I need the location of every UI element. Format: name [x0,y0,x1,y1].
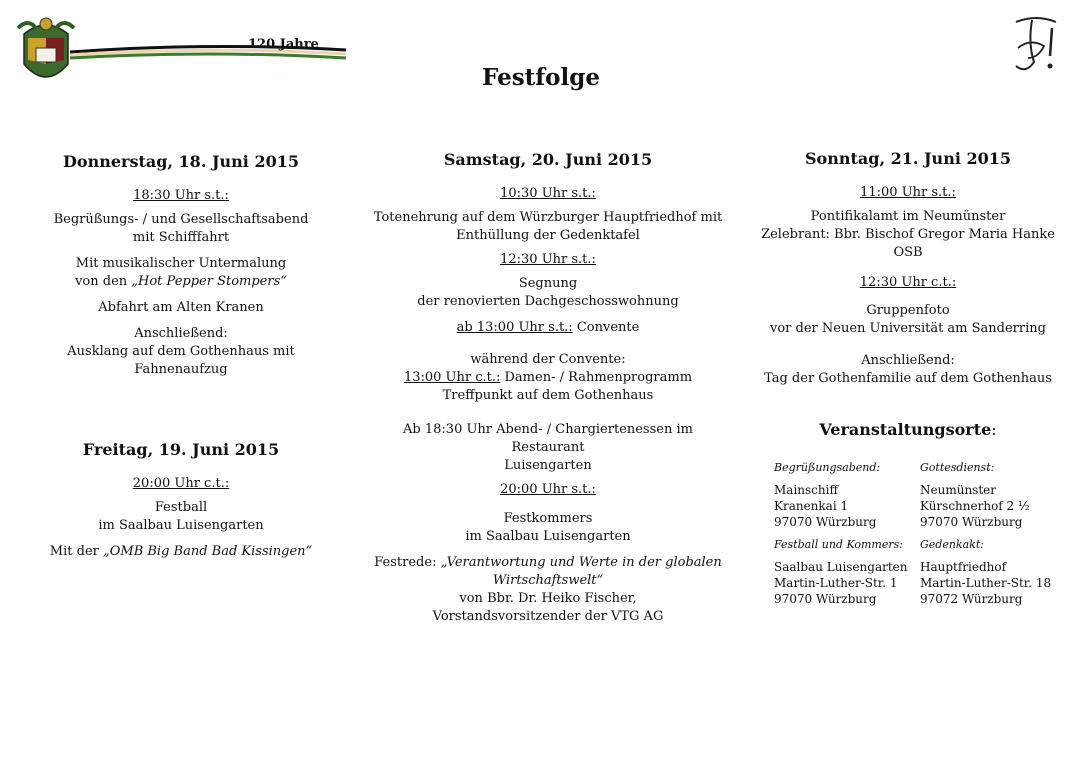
venue-heading: Festball und Kommers: [774,538,903,551]
event-text: Anschließend: [861,353,955,368]
venue-line: Kürschnerhof 2 ½ [920,499,1030,513]
venue-heading: Gottesdienst: [920,461,995,474]
band-name: „Hot Pepper Stompers“ [131,274,287,289]
event-text: mit Schifffahrt [132,230,230,245]
venue-line: Mainschiff [774,483,838,497]
event-text: Festball [154,500,208,515]
day-thursday [22,152,340,379]
event-text: Enthüllung der Gedenktafel [456,228,640,243]
time-label: 18:30 Uhr s.t.: [133,188,229,203]
band-name: „OMB Big Band Bad Kissingen“ [102,544,313,559]
event-text: Ausklang auf dem Gothenhaus mit Fahnenaufzug [67,344,295,377]
venue-heading: Begrüßungsabend: [774,461,881,474]
venue-heading: Gedenkakt: [920,538,984,551]
event-text: Totenehrung auf dem Würzburger Hauptfriedhof mit [373,210,723,225]
event-text: Festkommers [503,511,593,526]
event-text: von Bbr. Dr. Heiko Fischer, [459,591,637,606]
venue-line: 97070 Würzburg [920,515,1023,529]
event-text: Anschließend: [134,326,228,341]
time-label: 20:00 Uhr c.t.: [132,476,230,491]
day-title: Freitag, 19. Juni 2015 [82,440,280,459]
day-sunday [748,149,1068,388]
event-text: Abfahrt am Alten Kranen [98,300,264,315]
venues-title: Veranstaltungsorte: [819,420,997,439]
venue-line: Martin-Luther-Str. 18 [920,576,1052,590]
time-label: 10:30 Uhr s.t.: [500,186,596,201]
event-text: Segnung [518,276,578,291]
event-text: Treffpunkt auf dem Gothenhaus [442,388,654,403]
event-text: Luisengarten [504,458,592,473]
event-text: im Saalbau Luisengarten [98,518,264,533]
event-text: Vorstandsvorsitzender der VTG AG [432,609,664,624]
page-title: Festfolge [482,64,600,91]
event-text: von den „Hot Pepper Stompers“ [75,274,287,289]
day-title: Samstag, 20. Juni 2015 [443,150,653,169]
event-text: Ab 18:30 Uhr Abend- / Chargiertenessen im Restaurant [403,422,693,455]
venue-block [920,538,1070,607]
event-text: Tag der Gothenfamilie auf dem Gothenhaus [764,371,1052,386]
time-label: 11:00 Uhr s.t.: [860,185,956,200]
event-text: Pontifikalamt im Neumünster [810,209,1006,224]
event-text: im Saalbau Luisengarten [465,529,631,544]
event-text: der renovierten Dachgeschosswohnung [417,294,679,309]
event-text: ab 13:00 Uhr s.t.: Convente [456,320,640,335]
day-saturday [368,150,728,626]
event-text: Mit musikalischer Untermalung [75,256,287,271]
venue-line: 97070 Würzburg [774,592,877,606]
event-text: Gruppenfoto [866,303,950,318]
event-text: Begrüßungs- / und Gesellschaftsabend [53,212,309,227]
event-text: Mit der „OMB Big Band Bad Kissingen“ [49,544,313,559]
anniversary-label: 120 Jahre [248,37,319,52]
day-title: Donnerstag, 18. Juni 2015 [63,152,299,171]
event-text: vor der Neuen Universität am Sanderring [770,321,1046,336]
event-text: Festrede: „Verantwortung und Werte in der globalen [374,555,722,570]
venue-line: Kranenkai 1 [774,499,849,513]
venue-line: Saalbau Luisengarten [774,560,908,574]
event-text: 13:00 Uhr c.t.: Damen- / Rahmenprogramm [403,370,693,385]
event-text: Wirtschaftswelt“ [492,573,604,588]
venue-line: 97070 Würzburg [774,515,877,529]
event-text: Zelebrant: Bbr. Bischof Gregor Maria Hanke OSB [761,227,1055,260]
venue-line: Hauptfriedhof [920,560,1007,574]
venue-line: 97072 Würzburg [920,592,1023,606]
event-text: während der Convente: [470,352,626,367]
time-label: 13:00 Uhr c.t.: [403,370,501,385]
time-label: 12:30 Uhr c.t.: [859,275,957,290]
venue-block [920,461,1070,530]
venue-block [774,461,914,530]
venue-line: Martin-Luther-Str. 1 [774,576,898,590]
venue-line: Neumünster [920,483,996,497]
time-label: 12:30 Uhr s.t.: [500,252,596,267]
day-title: Sonntag, 21. Juni 2015 [805,149,1011,168]
venue-block [774,538,920,607]
time-label: 20:00 Uhr s.t.: [500,482,596,497]
day-friday [22,440,340,561]
time-label: ab 13:00 Uhr s.t.: [456,320,573,335]
